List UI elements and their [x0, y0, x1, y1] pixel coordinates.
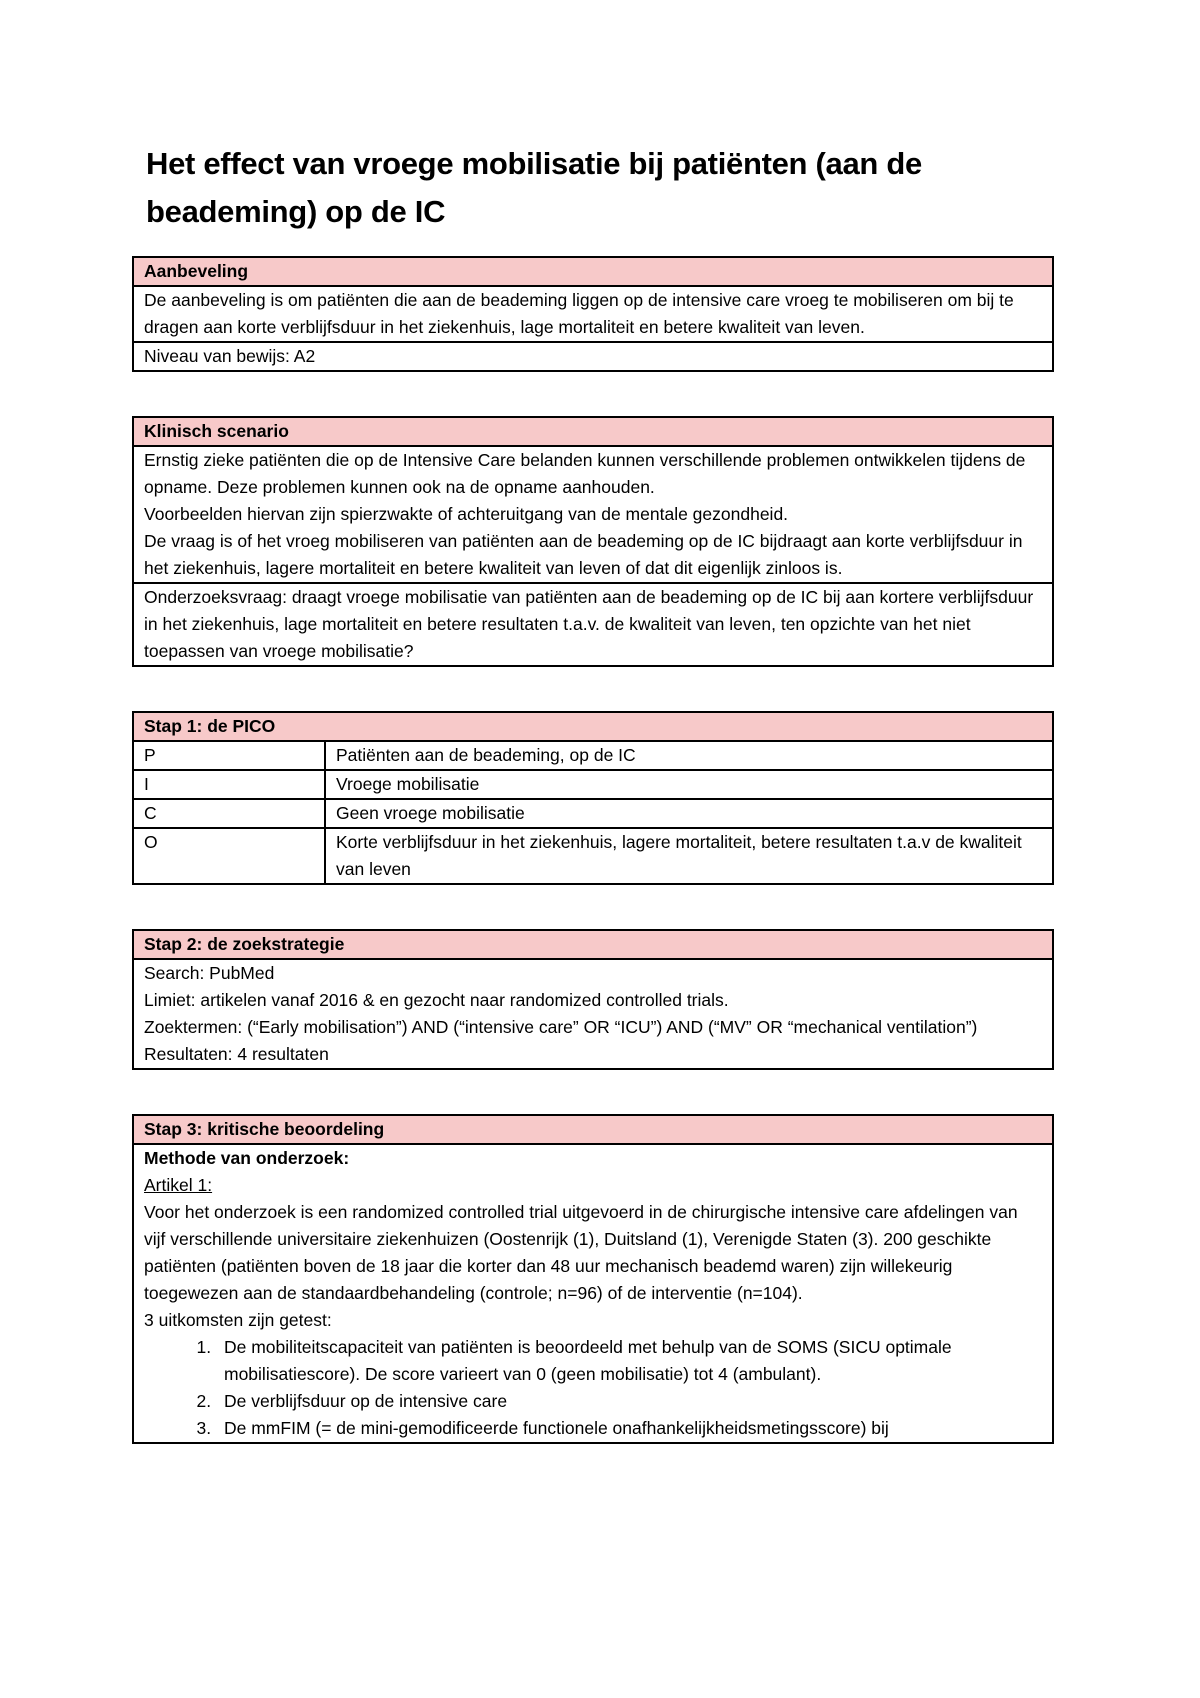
- scenario-line: De vraag is of het vroeg mobiliseren van patiënten aan de beademing op de IC bijdraagt aan korte verblijfsduur in het ziekenhuis, lagere mortaliteit en betere kwaliteit van leven of dat dit eigenlijk zinloos is.: [144, 531, 1023, 578]
- beoordeling-body: [133, 1144, 1053, 1443]
- search-line: Search: PubMed: [144, 963, 275, 983]
- pico-key: P: [133, 741, 325, 770]
- zoekstrategie-body: [133, 959, 1053, 1069]
- outcomes-list: [144, 1334, 1042, 1442]
- niveau-van-bewijs: Niveau van bewijs: A2: [133, 342, 1053, 371]
- pico-key: O: [133, 828, 325, 884]
- table-row: [133, 770, 1053, 799]
- page-title: Het effect van vroege mobilisatie bij patiënten (aan de beademing) op de IC: [146, 146, 922, 229]
- aanbeveling-header: Aanbeveling: [133, 257, 1053, 286]
- artikel-heading: Artikel 1:: [144, 1175, 213, 1195]
- artikel-paragraph: Voor het onderzoek is een randomized controlled trial uitgevoerd in de chirurgische intensive care afdelingen van vijf verschillende universitaire ziekenhuizen (Oostenrijk (1), Duitsland (1), Verenigde Staten (3). 200 geschikte patiënten (patiënten boven de 18 jaar die korter dan 48 uur mechanisch beademd waren) zijn willekeurig toegewezen aan de standaardbehandeling (controle; n=96) of de interventie (n=104).: [144, 1202, 1018, 1303]
- table-row: [133, 828, 1053, 884]
- pico-value: Patiënten aan de beademing, op de IC: [325, 741, 1053, 770]
- list-item: 3. De mmFIM (= de mini-gemodificeerde functionele onafhankelijkheidsmetingsscore) bij: [216, 1415, 1042, 1442]
- klinisch-scenario-header: Klinisch scenario: [133, 417, 1053, 446]
- pico-table: [132, 711, 1054, 885]
- aanbeveling-table: [132, 256, 1054, 372]
- document-page: [132, 140, 1054, 1488]
- klinisch-scenario-body: [133, 446, 1053, 583]
- beoordeling-header: Stap 3: kritische beoordeling: [133, 1115, 1053, 1144]
- table-row: [133, 741, 1053, 770]
- methode-heading: Methode van onderzoek:: [144, 1148, 350, 1168]
- list-item: 2. De verblijfsduur op de intensive care: [216, 1388, 1042, 1415]
- beoordeling-table: [132, 1114, 1054, 1444]
- limit-line: Limiet: artikelen vanaf 2016 & en gezocht naar randomized controlled trials.: [144, 990, 729, 1010]
- zoekstrategie-header: Stap 2: de zoekstrategie: [133, 930, 1053, 959]
- list-item: 1. De mobiliteitscapaciteit van patiënten is beoordeeld met behulp van de SOMS (SICU optimale mobilisatiescore). De score varieert van 0 (geen mobilisatie) tot 4 (ambulant).: [216, 1334, 1042, 1388]
- scenario-line: Ernstig zieke patiënten die op de Intensive Care belanden kunnen verschillende problemen ontwikkelen tijdens de opname. Deze problemen kunnen ook na de opname aanhouden.: [144, 450, 1026, 497]
- zoekstrategie-table: [132, 929, 1054, 1070]
- uitkomsten-intro: 3 uitkomsten zijn getest:: [144, 1310, 332, 1330]
- scenario-line: Voorbeelden hiervan zijn spierzwakte of achteruitgang van de mentale gezondheid.: [144, 504, 789, 524]
- pico-value: Korte verblijfsduur in het ziekenhuis, lagere mortaliteit, betere resultaten t.a.v de kwaliteit van leven: [325, 828, 1053, 884]
- pico-value: Vroege mobilisatie: [325, 770, 1053, 799]
- results-line: Resultaten: 4 resultaten: [144, 1044, 329, 1064]
- pico-key: C: [133, 799, 325, 828]
- pico-header: Stap 1: de PICO: [133, 712, 1053, 741]
- aanbeveling-text: De aanbeveling is om patiënten die aan de beademing liggen op de intensive care vroeg te mobiliseren om bij te dragen aan korte verblijfsduur in het ziekenhuis, lage mortaliteit en betere kwaliteit van leven.: [133, 286, 1053, 342]
- klinisch-scenario-table: [132, 416, 1054, 667]
- pico-value: Geen vroege mobilisatie: [325, 799, 1053, 828]
- search-terms-line: Zoektermen: (“Early mobilisation”) AND (“intensive care” OR “ICU”) AND (“MV” OR “mechanical ventilation”): [144, 1017, 978, 1037]
- onderzoeksvraag: Onderzoeksvraag: draagt vroege mobilisatie van patiënten aan de beademing op de IC bij aan kortere verblijfsduur in het ziekenhuis, lage mortaliteit en betere resultaten t.a.v. de kwaliteit van leven, ten opzichte van het niet toepassen van vroege mobilisatie?: [133, 583, 1053, 666]
- pico-key: I: [133, 770, 325, 799]
- table-row: [133, 799, 1053, 828]
